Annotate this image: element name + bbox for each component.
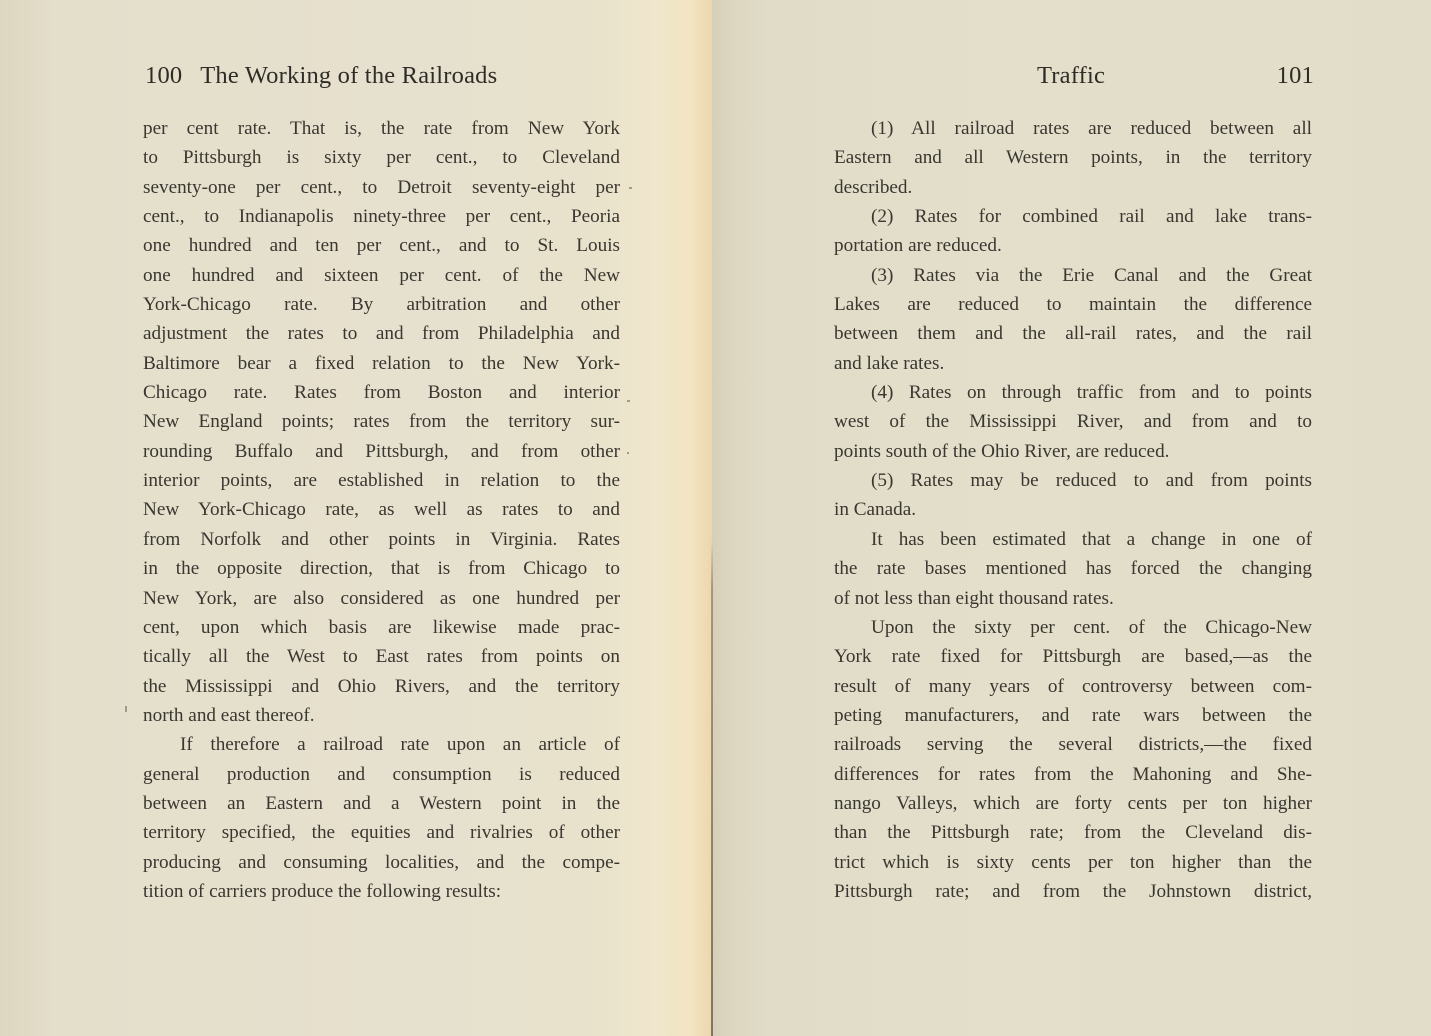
left-running-header — [145, 62, 625, 96]
left-running-head-title: The Working of the Railroads — [200, 62, 498, 89]
text-line: between an Eastern and a Western point in the — [143, 792, 620, 814]
text-line: cent, upon which basis are likewise made prac- — [143, 616, 620, 638]
left-page-body — [143, 114, 620, 906]
text-line: west of the Mississippi River, and from and to — [834, 411, 1312, 433]
text-line: (2) Rates for combined rail and lake trans- — [871, 206, 1312, 228]
text-line: between them and the all-rail rates, and the rail — [834, 323, 1312, 345]
text-line: than the Pittsburgh rate; from the Cleveland dis- — [834, 822, 1312, 844]
text-line: (5) Rates may be reduced to and from points — [871, 470, 1312, 492]
text-line: New England points; rates from the territory sur- — [143, 411, 620, 433]
text-line: railroads serving the several districts,—the fixed — [834, 734, 1312, 756]
text-line: and lake rates. — [834, 352, 945, 374]
text-line: producing and consuming localities, and the compe- — [143, 851, 620, 873]
text-line: per cent rate. That is, the rate from New York — [143, 118, 620, 139]
text-line: in Canada. — [834, 499, 917, 521]
margin-speck — [627, 400, 630, 402]
text-line: rounding Buffalo and Pittsburgh, and from other — [143, 440, 620, 462]
text-line: tition of carriers produce the following results: — [143, 880, 502, 902]
text-line: differences for rates from the Mahoning and She- — [834, 763, 1312, 785]
text-line: to Pittsburgh is sixty per cent., to Cleveland — [143, 147, 620, 169]
text-line: points south of the Ohio River, are reduced. — [834, 440, 1170, 462]
text-line: Lakes are reduced to maintain the difference — [834, 294, 1312, 316]
text-line: cent., to Indianapolis ninety-three per cent., Peoria — [143, 206, 620, 228]
text-line: (4) Rates on through traffic from and to points — [871, 382, 1312, 404]
margin-speck — [125, 706, 127, 712]
right-page-body — [834, 114, 1312, 906]
text-line: New York, are also considered as one hundred per — [143, 587, 620, 609]
margin-speck — [629, 187, 632, 189]
margin-speck — [627, 452, 629, 454]
text-line: described. — [834, 176, 913, 198]
text-line: the rate bases mentioned has forced the changing — [834, 558, 1312, 580]
text-line: Pittsburgh rate; and from the Johnstown district, — [834, 880, 1312, 902]
text-line: Eastern and all Western points, in the territory — [834, 147, 1312, 169]
text-line: (3) Rates via the Erie Canal and the Great — [871, 264, 1312, 286]
text-line: (1) All railroad rates are reduced between all — [871, 118, 1312, 139]
right-page-number: 101 — [1276, 62, 1314, 89]
text-line: New York-Chicago rate, as well as rates to and — [143, 499, 620, 521]
text-line: result of many years of controversy between com- — [834, 675, 1312, 697]
text-line: Upon the sixty per cent. of the Chicago-New — [871, 616, 1312, 638]
text-line: It has been estimated that a change in one of — [871, 528, 1312, 550]
text-line: seventy-one per cent., to Detroit seventy-eight per — [143, 176, 620, 198]
text-line: general production and consumption is reduced — [143, 763, 620, 785]
text-line: York rate fixed for Pittsburgh are based,—as the — [834, 646, 1312, 668]
text-line: York-Chicago rate. By arbitration and other — [143, 294, 620, 316]
text-line: portation are reduced. — [834, 235, 1002, 257]
text-line: If therefore a railroad rate upon an article of — [180, 734, 620, 756]
left-page-number: 100 — [145, 62, 183, 89]
text-line: from Norfolk and other points in Virginia. Rates — [143, 528, 620, 550]
text-line: Chicago rate. Rates from Boston and interior — [143, 382, 620, 404]
text-line: one hundred and ten per cent., and to St. Louis — [143, 235, 620, 257]
text-line: peting manufacturers, and rate wars between the — [834, 704, 1312, 726]
text-line: adjustment the rates to and from Philadelphia and — [143, 323, 620, 345]
text-line: Baltimore bear a fixed relation to the New York- — [143, 352, 620, 374]
book-gutter — [711, 540, 713, 1036]
text-line: trict which is sixty cents per ton higher than the — [834, 851, 1312, 873]
text-line: in the opposite direction, that is from Chicago to — [143, 558, 620, 580]
right-running-head-title: Traffic — [1037, 62, 1106, 89]
right-running-header — [834, 62, 1314, 96]
text-line: north and east thereof. — [143, 704, 315, 726]
text-line: territory specified, the equities and rivalries of other — [143, 822, 620, 844]
text-line: of not less than eight thousand rates. — [834, 587, 1114, 609]
text-line: one hundred and sixteen per cent. of the New — [143, 264, 620, 286]
text-line: nango Valleys, which are forty cents per ton higher — [834, 792, 1312, 814]
text-line: the Mississippi and Ohio Rivers, and the territory — [143, 675, 620, 697]
left-page — [0, 0, 712, 1036]
text-line: interior points, are established in relation to the — [143, 470, 620, 492]
text-line: tically all the West to East rates from points on — [143, 646, 620, 668]
